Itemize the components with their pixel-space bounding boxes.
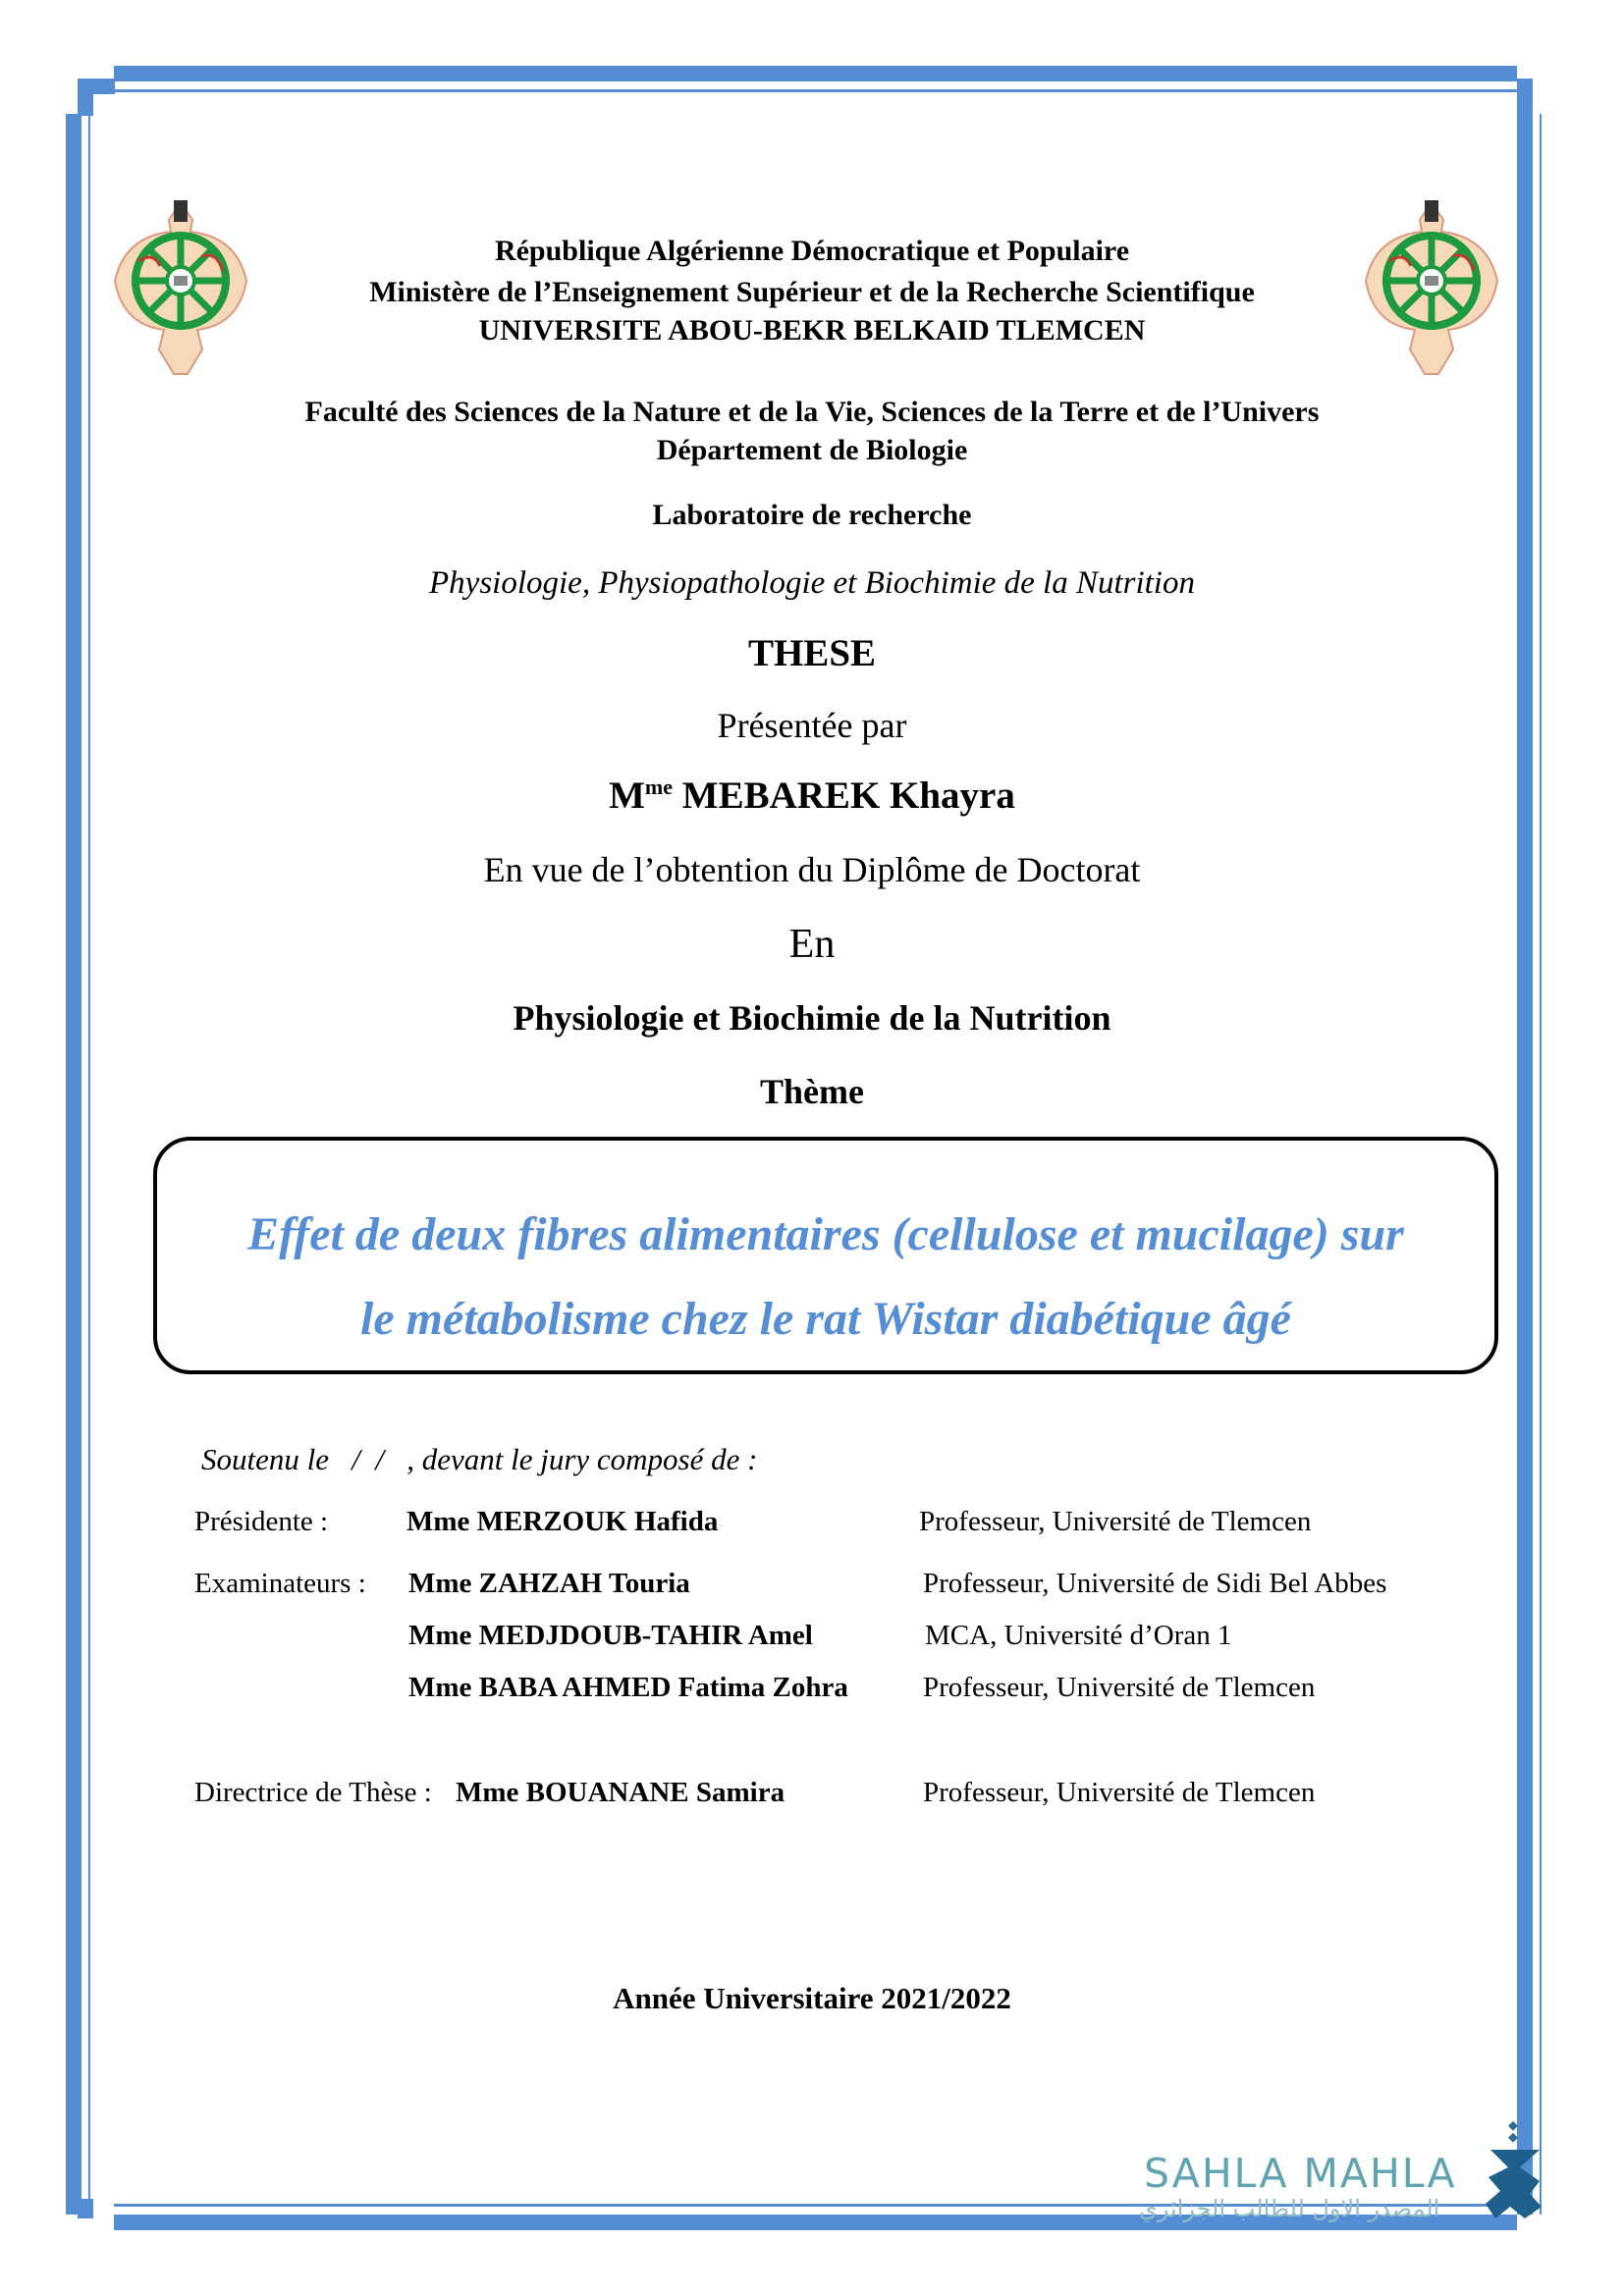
examiner-affiliation: MCA, Université d’Oran 1 <box>925 1620 1232 1651</box>
university-name: UNIVERSITE ABOU-BEKR BELKAID TLEMCEN <box>478 314 1146 347</box>
en-label: En <box>788 922 836 967</box>
director-role: Directrice de Thèse : <box>194 1777 432 1808</box>
lab-label: Laboratoire de recherche <box>652 499 972 531</box>
president-name: Mme MERZOUK Hafida <box>406 1506 719 1537</box>
academic-year: Année Universitaire 2021/2022 <box>613 1981 1011 2015</box>
watermark-calligraphy-logo <box>1481 2120 1549 2223</box>
thesis-type: THESE <box>747 632 877 674</box>
president-affiliation: Professeur, Université de Tlemcen <box>919 1506 1312 1537</box>
border-left <box>66 114 81 2215</box>
border-corner-bl <box>78 2199 93 2218</box>
republic-name: République Algérienne Démocratique et Populaire <box>494 235 1130 267</box>
author-prefix-sup: me <box>644 774 674 799</box>
border-right-inner <box>1540 114 1542 2215</box>
presented-by: Présentée par <box>717 706 907 745</box>
border-corner-tr <box>1517 79 1533 116</box>
department-name: Département de Biologie <box>656 434 968 466</box>
watermark-tagline: المصدر الاول للطالب الجزائري <box>1139 2195 1440 2222</box>
border-right <box>1517 114 1533 2215</box>
faculty-name: Faculté des Sciences de la Nature et de la Vie, Sciences de la Terre et de l’Univers <box>304 396 1320 428</box>
author <box>0 774 1624 818</box>
defense-intro: Soutenu le / / , devant le jury composé de : <box>201 1442 758 1476</box>
examiner-affiliation: Professeur, Université de Sidi Bel Abbes <box>923 1568 1387 1599</box>
director-name: Mme BOUANANE Samira <box>456 1777 785 1808</box>
ministry-name: Ministère de l’Enseignement Supérieur et de la Recherche Scientifique <box>369 276 1255 308</box>
lab-name: Physiologie, Physiopathologie et Biochimie de la Nutrition <box>429 565 1195 601</box>
border-top-inner <box>114 89 1517 92</box>
border-corner-tl2 <box>78 79 93 116</box>
author-prefix: M <box>609 774 645 817</box>
examiner-name: Mme ZAHZAH Touria <box>408 1568 690 1599</box>
theme-label: Thème <box>760 1072 864 1111</box>
degree: En vue de l’obtention du Diplôme de Doctorat <box>483 850 1141 889</box>
director-affiliation: Professeur, Université de Tlemcen <box>923 1777 1316 1808</box>
speciality: Physiologie et Biochimie de la Nutrition <box>513 998 1111 1038</box>
examiner-name: Mme BABA AHMED Fatima Zohra <box>408 1672 848 1703</box>
border-left-inner <box>88 114 90 2215</box>
president-role: Présidente : <box>194 1506 329 1537</box>
thesis-title-line1: Effet de deux fibres alimentaires (cellulose et mucilage) sur <box>247 1208 1404 1260</box>
examiner-name: Mme MEDJDOUB-TAHIR Amel <box>408 1620 813 1651</box>
author-name: MEBAREK Khayra <box>673 774 1015 817</box>
watermark-brand: SAHLA MAHLA <box>1144 2150 1457 2197</box>
examiners-role: Examinateurs : <box>194 1568 366 1599</box>
examiner-affiliation: Professeur, Université de Tlemcen <box>923 1672 1316 1703</box>
thesis-title-line2: le métabolisme chez le rat Wistar diabétique âgé <box>360 1293 1291 1345</box>
thesis-title-box <box>153 1137 1498 1374</box>
border-top <box>114 66 1517 81</box>
